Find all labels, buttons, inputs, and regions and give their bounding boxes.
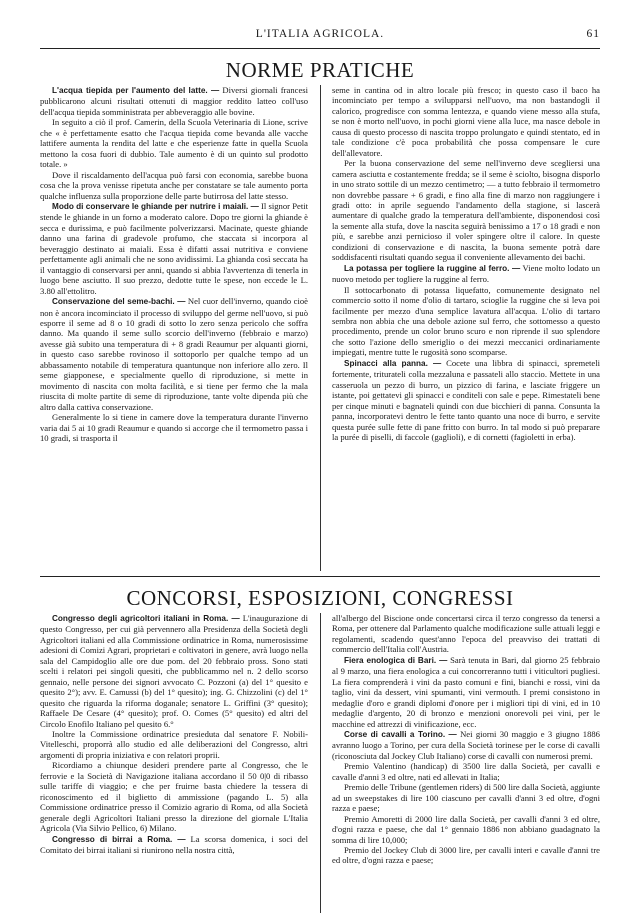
article-text: all'albergo del Biscione onde concertarsi circa il terzo congresso da tenersi a Roma, per ottenere dal Parlamento qualche modificazione sulle attuali leggi e regolamenti, scadendo quest'anno l'epoca del preavviso dei trattati di commercio dell'Italia coll'Austria.: [332, 613, 600, 655]
article-paragraph: [332, 814, 600, 845]
article-paragraph: [40, 834, 308, 856]
article-text: Diversi giornali francesi pubblicarono alcuni risultati ottenuti di maggior reddito latteo coll'uso dell'acqua tiepida somministrata per abbeveraggio alle bovine.: [40, 85, 308, 117]
article-heading: L'acqua tiepida per l'aumento del latte. —: [52, 86, 220, 95]
article-heading: Fiera enologica di Bari. —: [344, 655, 448, 665]
article-heading: Spinacci alla panna. —: [344, 358, 442, 368]
article-text: seme in cantina od in altro locale più fresco; in questo caso il baco ha incominciato per tempo a svilupparsi nell'uovo, ma non bastandogli il calorico, progredisce con somma lentezza, e quando viene messo alla stufa, se non è morto nell'uovo, in pochi giorni viene alla luce, ma nasce debole in causa di questo processo di nascita troppo prolungato e quindi stentato, ed in tale condizione c'è poca probabilità che possa compensare le cure dell'allevatore.: [332, 85, 600, 158]
article-paragraph: [332, 655, 600, 729]
section-title-norme-pratiche: NORME PRATICHE: [225, 58, 415, 82]
article-heading: Conservazione del seme-bachi. —: [52, 297, 186, 307]
article-text: Premio del Jockey Club di 3000 lire, per cavalli interi e cavalle d'anni tre ed oltre, d'ogni razza e paese;: [332, 844, 600, 866]
section2-columns: [40, 613, 600, 913]
section1-right-column: [332, 85, 600, 571]
article-paragraph: [332, 782, 600, 813]
article-paragraph: [332, 85, 600, 158]
article-heading: Congresso degli agricoltori italiani in Roma. —: [52, 614, 240, 623]
article-text: In seguito a ciò il prof. Camerin, della Scuola Veterinaria di Lione, scrive che « è perfettamente esatto che l'acqua tiepida come bevanda alle vacche lattifere aumenta la rendita del latte e che esperienze fatte in quella Scuola mettono la cosa fuori di dubbio. Tale aumento è di un quinto sul prodotto totale. »: [40, 117, 308, 170]
article-paragraph: [40, 412, 308, 443]
section1-columns: [40, 85, 600, 571]
article-heading: Corse di cavalli a Torino. —: [344, 729, 457, 739]
section2-left-column: [40, 613, 308, 913]
header-rule: [40, 48, 600, 49]
article-text: Sarà tenuta in Bari, dal giorno 25 febbraio al 9 marzo, una fiera enologica a cui concorreranno tutti i viticultori pugliesi. La fiera comprenderà i vini da pasto comuni e fini, bianchi e rossi, vini da taglio, vini da dessert, vini spumanti, vini vermouth. I premi consistono in medaglie d'oro e grandi diplomi d'onore per i migliori tipi di vini, ed in 10 medaglie d'argento, 20 di bronzo e menzioni onorevoli pei vini, per le macchine ed attrezzi di vinificazione, ecc.: [332, 654, 600, 729]
newspaper-page: [40, 28, 600, 913]
section1-left-column: [40, 85, 308, 571]
article-paragraph: [332, 263, 600, 285]
article-text: Viene molto lodato un nuovo metodo per togliere la ruggine al ferro.: [332, 262, 600, 285]
article-text: Cocete una libbra di spinacci, spremeteli fortemente, triturateli colla mezzaluna e passateli allo staccio. Mettete in una casseruola un pezzo di burro, un pizzico di farina, e lasciate friggere un istante, poi gettatevi gli spinacci e conditeli con sale e pepe. Rimestateli bene per cinque minuti e bagnateli quindi con due bicchieri di panna. Consunta la panna, incorporatevi dentro le fette tanto quanto una noce di burro, e servite questa purée sulle fette di pane fritto con burro. In tal modo si può preparare la purée di piselli, di faccole (gaglioli), e di cornetti (fagioletti in erba).: [332, 357, 600, 442]
article-text: Premio Amoretti di 2000 lire dalla Società, per cavalli d'anni 3 ed oltre, d'ogni razza e paese, che dal 1° gennaio 1886 non abbiano guadagnato la somma di lire 10,000;: [332, 813, 600, 845]
page-number: 61: [586, 28, 600, 40]
article-heading: Modo di conservare le ghiande per nutrire i maiali. —: [52, 201, 259, 211]
article-paragraph: [332, 613, 600, 655]
section-title-concorsi: CONCORSI, ESPOSIZIONI, CONGRESSI: [126, 586, 514, 610]
section-separator: [40, 576, 600, 577]
article-text: Inoltre la Commissione ordinatrice presieduta dal senatore F. Nobili-Vitelleschi, proporrà allo studio ed alle deliberazioni del Congresso, altri argomenti di propria iniziativa e con relatori proprii.: [40, 728, 308, 760]
article-text: Nel cuor dell'inverno, quando cioè non è ancora incominciato il processo di sviluppo del germe nell'uovo, si può esporre il seme ad 8 o 10 gradi di sotto lo zero senza pericolo che soffra danno. Ma quando il seme sullo scorcio dell'inverno (febbraio e marzo) avesse già subito una temperatura di + 8 gradi Reaumur per alquanti giorni, in questo caso sarebbe rovinoso il sottoporlo per qualche tempo ad un abbassamento notabile di temperatura quantunque non inferiore allo zero. Il seme giapponese, e specialmente quello di riproduzione, si mette in movimento di nascita con molta facilità, e si tiene per fermo che la mala riuscita di molte partite di seme di riproduzione, tante volte dipenda più che altro dalla cattiva conservazione.: [40, 296, 308, 412]
article-text: Ricordiamo a chiunque desideri prendere parte al Congresso, che le ferrovie e la Società di Navigazione italiana accordano il 50 0|0 di ribasso sulle tariffe di viaggio; e che per fruirne basta chiedere la tessera di riconoscimento ed il biglietto di ammissione (pagando L. 5) alla Commissione ordinatrice presso il Comizio agrario di Roma, od alla Società generale degli Agricoltori Italiani presso la direzione del giornale L'Italia Agricola (Via Silvio Pellico, 6) Milano.: [40, 760, 308, 834]
article-paragraph: [40, 729, 308, 760]
article-paragraph: [40, 201, 308, 296]
article-text: L'inaugurazione di questo Congresso, per cui già pervennero alla Presidenza della Società degli Agricoltori italiani ed alla Commissione ordinatrice in Roma, numerosissime adesioni di Comizi Agrari, proprietari e coltivatori in genere, avrà luogo nella sala del Campidoglio alle ore due pom. del 20 febbraio pross. Sono stati scelti i relatori pei singoli quesiti, che pubblicammo nel n. 2 dello scorso gennaio, nelle persone dei signori avvocato C. Pozzoni (a) del 1° quesito e quesito 2°); avv. E. Camussi (b) del 1° quesito); ing. G. Chizzolini (c) del 1° quesito che riguarda la riforma doganale; senatore L. Griffini (3° quesito); Raffaele De Cesare (4° quesito); prof. O. Comes (5° quesito) ed altri del Circolo Enofilo Italiano pel quesito 6.°: [40, 613, 308, 729]
article-paragraph: [332, 845, 600, 866]
article-paragraph: [40, 85, 308, 117]
article-paragraph: [332, 761, 600, 782]
article-heading: La potassa per togliere la ruggine al ferro. —: [344, 263, 521, 273]
article-text: Premio delle Tribune (gentlemen riders) di 500 lire dalla Società, aggiunte ad un sweepstakes di lire 100 ciascuno per cavalli d'anni 3 ed oltre, d'ogni razza e paese;: [332, 782, 600, 814]
article-text: Premio Valentino (handicap) di 3500 lire dalla Società, per cavalli e cavalle d'anni 3 ed oltre, nati ed allevati in Italia;: [332, 761, 600, 782]
column-divider: [320, 85, 321, 571]
running-header: [40, 28, 600, 44]
article-text: Il signor Petit stende le ghiande in un forno a moderato calore. Dopo tre giorni la ghiande è secca e durissima, e può facilmente polverizzarsi. Macinate, queste ghiande danno una farina di gradevole profumo, che staccata si incorpora al beveraggio destinato ai maiali. Essa è difatti assai nutritiva e conviene perfettamente agli animali che ne sono avidissimi. La ghianda così seccata ha il vantaggio di conservarsi per anni, quando si abbia l'avvertenza di tenerla in luogo bene asciutto. Il suo prezzo, dedotte tutte le spese, non eccede le L. 3.80 all'ettolitro.: [40, 200, 309, 296]
article-text: La scorsa domenica, i soci del Comitato dei birrai italiani si riunirono nella nostra città,: [40, 833, 308, 855]
article-paragraph: [40, 760, 308, 833]
article-heading: Congresso di birrai a Roma. —: [52, 834, 186, 844]
article-text: Per la buona conservazione del seme nell'inverno deve scegliersi una camera asciutta e costantemente fredda; se il seme è sciolto, bisogna disporlo in uno strato sottile di un mezzo centimetro; — a tutto febbraio il termometro non dovrebbe passare + 6 gradi, e fino alla fine di marzo non raggiungere i gradi otto: in aprile seguendo l'andamento della stagione, si lascerà aumentare di qualche grado la temperatura dell'ambiente, disponendosi così la semente alla stufa, dove la nascita seguirà benissimo a 17 o 18 gradi e non più, e sarebbe anzi pernicioso il voler spingere oltre il calore. In queste condizioni di conservazione e di nascita, la buona semente potrà dare soddisfacenti risultati quando segua il conveniente allevamento dei bachi.: [332, 158, 600, 263]
article-text: Nei giorni 30 maggio e 3 giugno 1886 avranno luogo a Torino, per cura della Società torinese per le corse di cavalli (riconosciuta dal Jockey Club Italiano) corse di cavalli con numerosi premi.: [332, 728, 600, 761]
column-divider: [320, 613, 321, 913]
article-paragraph: [40, 117, 308, 169]
article-paragraph: [332, 729, 600, 761]
article-paragraph: [332, 358, 600, 443]
article-text: Generalmente lo si tiene in camere dove la temperatura durante l'inverno varia dai 5 ai 10 gradi Reaumur e quando si accorge che il termometro passa i 10 gradi, si trasporta il: [40, 412, 308, 443]
article-paragraph: [332, 285, 600, 358]
section2-right-column: [332, 613, 600, 913]
journal-title: L'ITALIA AGRICOLA.: [255, 28, 385, 40]
article-text: Dove il riscaldamento dell'acqua può farsi con economia, sarebbe buona cosa che la prova venisse ripetuta anche per constatare se tale aumento porta qualche influenza sulla proporzione delle parte butirrosa del latte stesso.: [40, 169, 308, 201]
article-paragraph: [40, 613, 308, 729]
article-paragraph: [332, 158, 600, 263]
article-paragraph: [40, 170, 308, 201]
article-paragraph: [40, 296, 308, 412]
article-text: Il sottocarbonato di potassa liquefatto, comunemente designato nel commercio sotto il nome d'olio di tartaro, scioglie la ruggine che si leva poi facilmente per mezzo d'una semplice lavatura all'acqua. L'olio di tartaro sembra non abbia che una debole azione sul ferro, che sottomesso a questo procedimento, prende un color bruno scuro e non riprende il suo splendore che sotto l'azione dello smeriglio o dei mezzi meccanici ordinariamente impiegati, mentre tutte le rugosità sono scomparse.: [332, 284, 600, 358]
